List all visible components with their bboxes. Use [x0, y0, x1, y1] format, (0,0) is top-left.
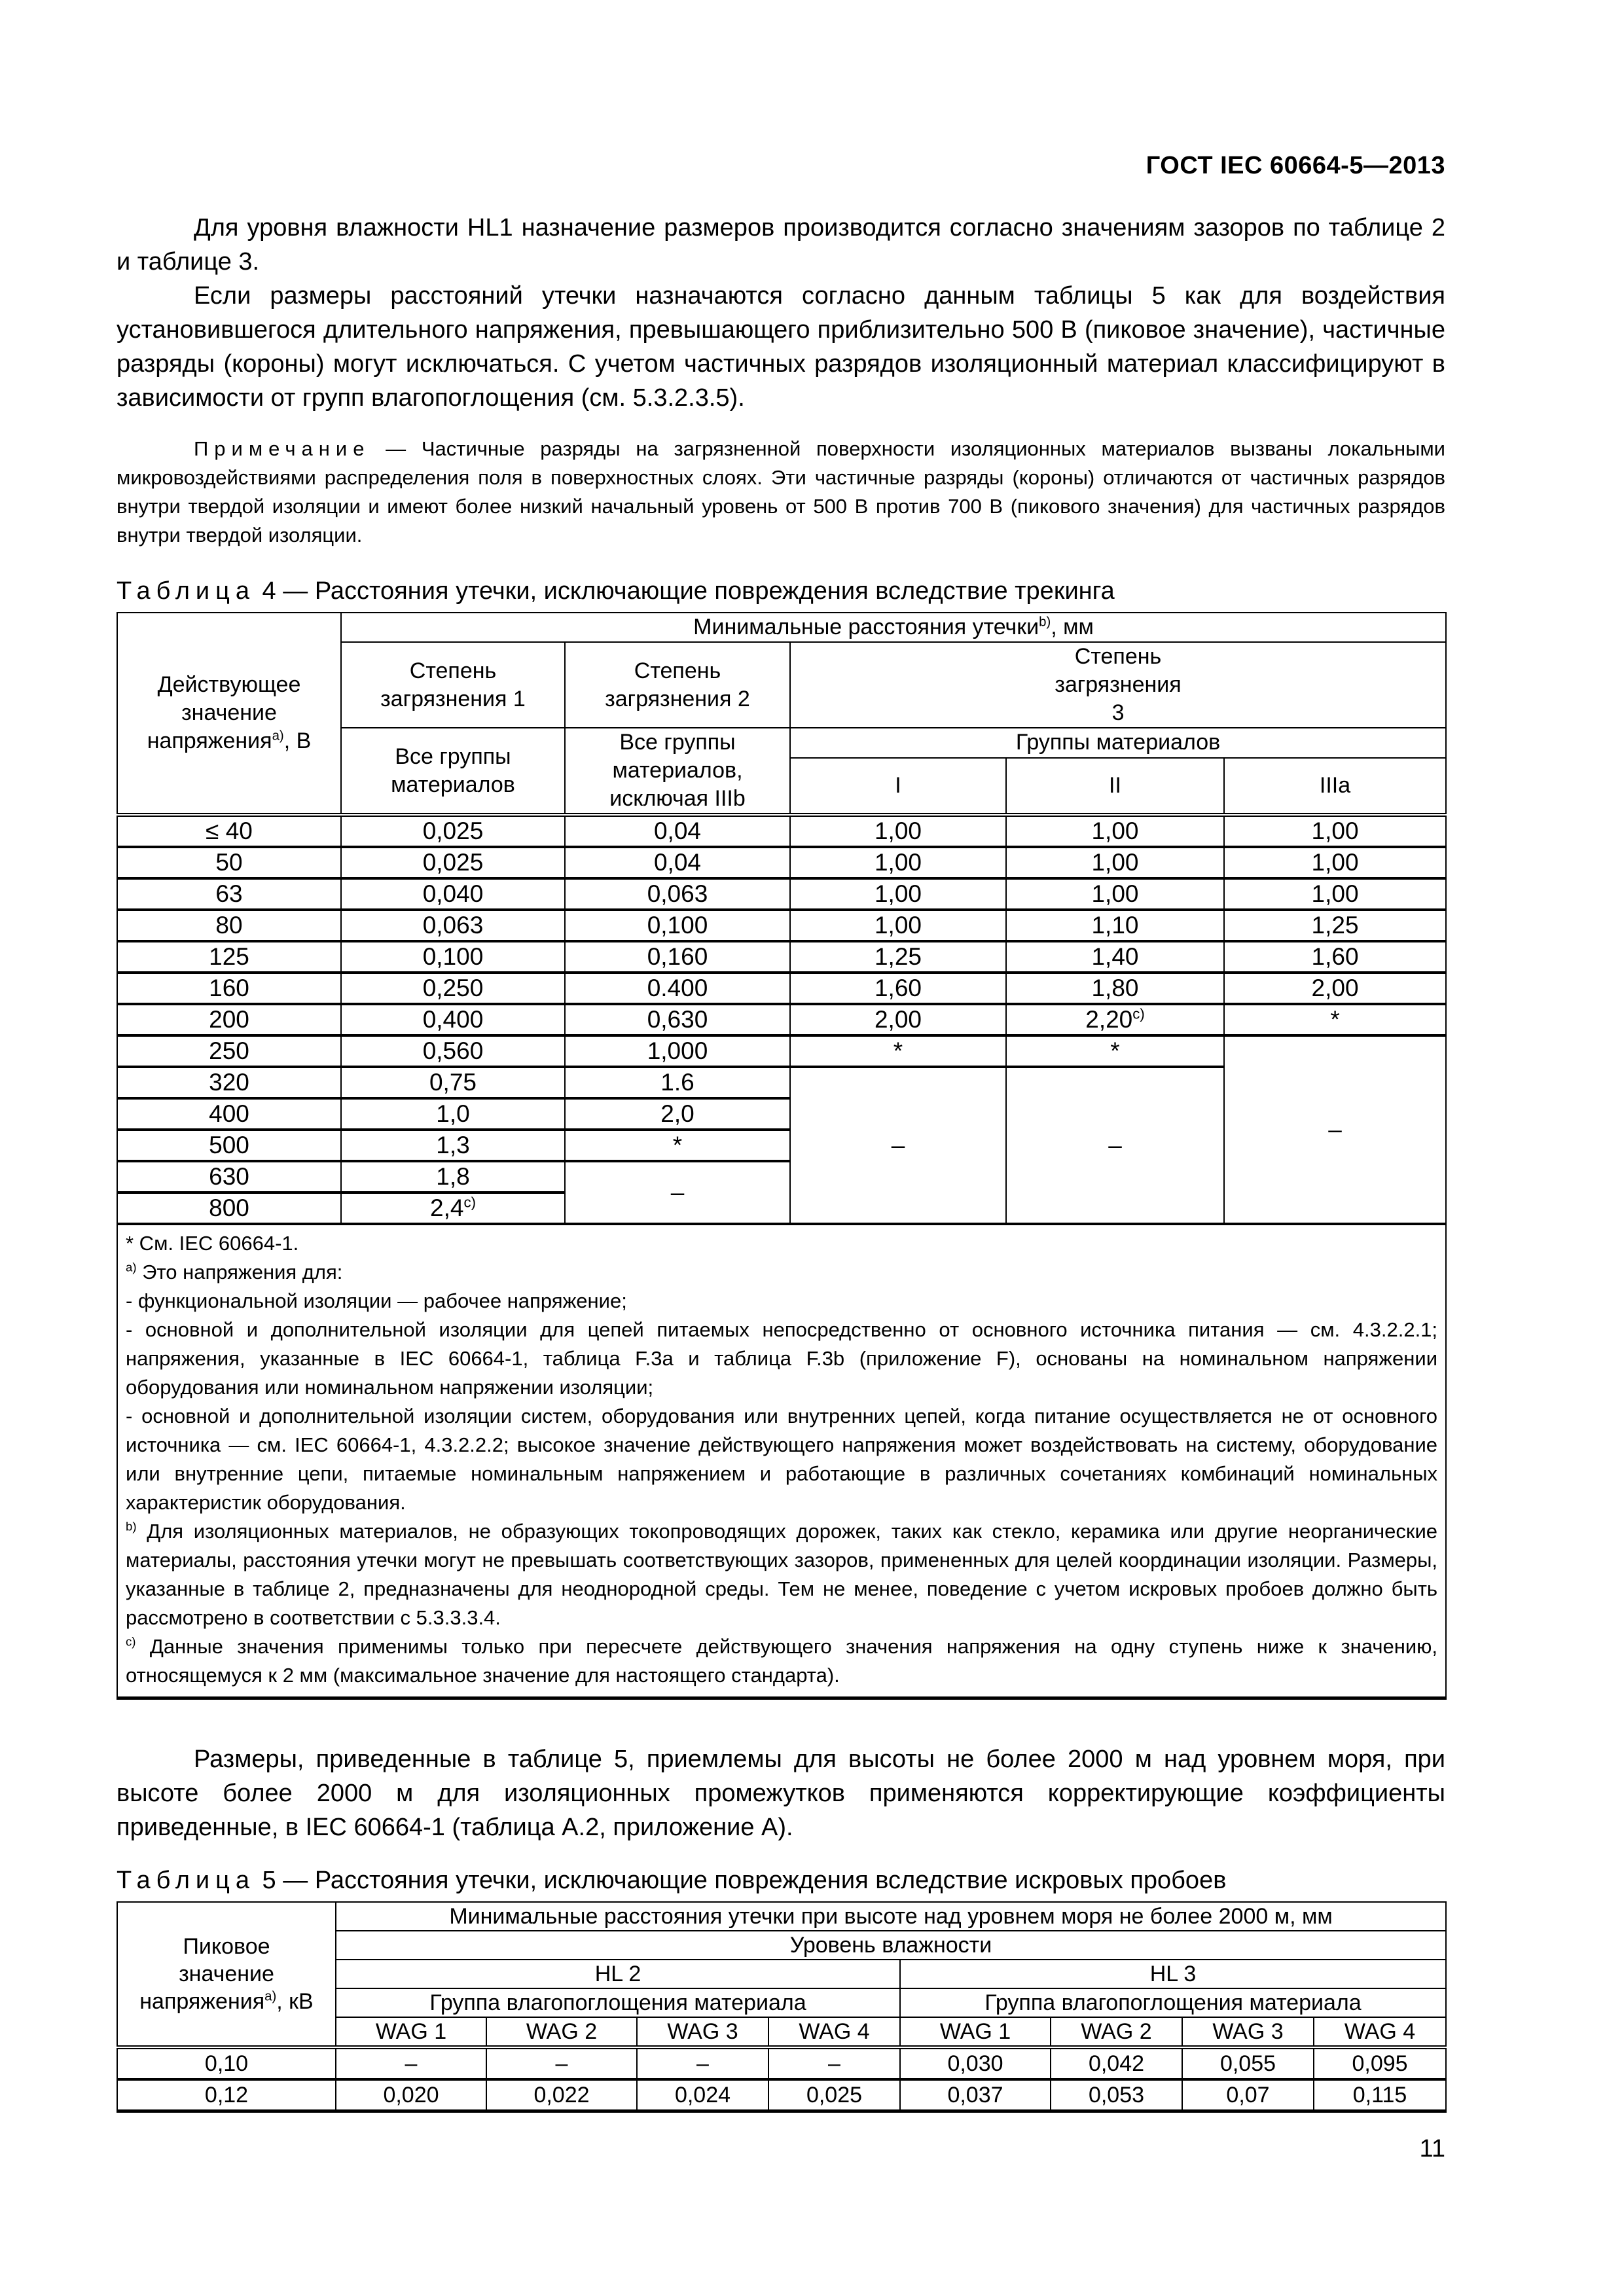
header-voltage: Действующее значение напряжения$^{a)}$, В — [117, 613, 341, 815]
caption-label: Таблица — [117, 577, 255, 605]
footnote-a: $^{a)}$ Это напряжения для: — [126, 1260, 343, 1283]
table4-footnotes — [117, 1224, 1446, 1698]
header-pd2-groups: Все группы материалов, исключая IIIb — [565, 728, 790, 815]
table-row: 400 1,0 2,0 — [117, 1098, 1446, 1130]
header-min-distance: Минимальные расстояния утечки$^{b)}$, мм — [341, 613, 1446, 642]
footnote-a-item: - основной и дополнительной изоляции систем, оборудования или внутренних цепей, когда питание осуществляется не от основного источника — см. IEC 60664-1, 4.3.2.2.2; высокое значение действующего напряжения может воздействовать на систему, оборудование или внутренние цепи, питаемые номинальным напряжением и работающие в различных сочетаниях комбинаций номинальных характеристик оборудования. — [126, 1405, 1438, 1514]
header-wag: WAG 2 — [1051, 2017, 1182, 2047]
header-wag-group-hl2: Группа влагопоглощения материала — [336, 1988, 900, 2017]
note-block — [117, 435, 1445, 550]
header-wag: WAG 3 — [637, 2017, 768, 2047]
header-group-I: I — [790, 758, 1006, 815]
table-row: 630 1,8 – — [117, 1161, 1446, 1193]
page-number: 11 — [1419, 2135, 1445, 2162]
table5-caption: Таблица 5 — Расстояния утечки, исключающие повреждения вследствие искровых пробоев — [117, 1867, 1227, 1894]
header-hl2: HL 2 — [336, 1960, 900, 1988]
caption-text: — Расстояния утечки, исключающие повреждения вследствие искровых пробоев — [276, 1867, 1227, 1894]
header-wag: WAG 4 — [768, 2017, 900, 2047]
header-pd1: Степень загрязнения 1 — [341, 642, 565, 728]
header-pd2: Степень загрязнения 2 — [565, 642, 790, 728]
table-row: 0,10 – – – – 0,030 0,042 0,055 0,095 — [117, 2047, 1446, 2079]
header-pd3: Степень загрязнения 3 — [790, 642, 1446, 728]
paragraph: Для уровня влажности HL1 назначение размеров производится согласно значениям зазоров по таблице 2 и таблице 3. — [117, 214, 1445, 276]
header-wag: WAG 1 — [900, 2017, 1051, 2047]
header-hl3: HL 3 — [900, 1960, 1446, 1988]
document-header: ГОСТ IEC 60664-5—2013 — [1146, 152, 1445, 179]
merged-dash-cell: – — [1224, 1035, 1446, 1224]
table-row: 500 1,3 * — [117, 1130, 1446, 1161]
header-humidity: Уровень влажности — [336, 1931, 1446, 1960]
table-row: 0,12 0,020 0,022 0,024 0,025 0,037 0,053 0,07 0,115 — [117, 2079, 1446, 2111]
merged-dash-cell: – — [1006, 1067, 1224, 1224]
table-row: 250 0,560 1,000 * * – — [117, 1035, 1446, 1067]
header-min-distance: Минимальные расстояния утечки при высоте над уровнем моря не более 2000 м, мм — [336, 1902, 1446, 1931]
caption-label: Таблица — [117, 1867, 255, 1894]
table-row: 160 0,250 0.400 1,60 1,80 2,00 — [117, 973, 1446, 1004]
header-pd1-groups: Все группы материалов — [341, 728, 565, 815]
table5 — [117, 1901, 1447, 2113]
table4 — [117, 612, 1447, 1700]
table-row: 200 0,400 0,630 2,00 2,20$^{c)}$ * — [117, 1004, 1446, 1035]
header-wag: WAG 1 — [336, 2017, 486, 2047]
table-row: 80 0,063 0,100 1,00 1,10 1,25 — [117, 910, 1446, 941]
merged-dash-cell: – — [565, 1161, 790, 1224]
table-row: ≤ 40 0,025 0,04 1,00 1,00 1,00 — [117, 815, 1446, 847]
header-wag: WAG 4 — [1314, 2017, 1446, 2047]
header-wag-group-hl3: Группа влагопоглощения материала — [900, 1988, 1446, 2017]
note-label: Примечание — [194, 437, 370, 460]
header-group-IIIa: IIIa — [1224, 758, 1446, 815]
middle-text — [117, 1742, 1445, 1844]
table-row: 50 0,025 0,04 1,00 1,00 1,00 — [117, 847, 1446, 878]
table-row: 800 2,4$^{c)}$ — [117, 1193, 1446, 1224]
table-row: 63 0,040 0,063 1,00 1,00 1,00 — [117, 878, 1446, 910]
footnote-a-item: - основной и дополнительной изоляции для цепей питаемых непосредственно от основного источника питания — см. 4.3.2.2.1; напряжения, указанные в IEC 60664-1, таблица F.3a и таблица F.3b (приложение F), основаны на номинальном напряжении оборудования или номинальном напряжении изоляции; — [126, 1318, 1438, 1399]
intro-text — [117, 211, 1445, 415]
footnote-c: $^{c)}$ Данные значения применимы только при пересчете действующего значения напряжения на одну ступень ниже к значению, относящемуся к 2 мм (максимальное значение для настоящего стандарта). — [126, 1634, 1438, 1687]
header-pd3-groups: Группы материалов — [790, 728, 1446, 758]
note-text: — Частичные разряды на загрязненной поверхности изоляционных материалов вызваны локальными микровоздействиями распределения поля в поверхностных слоях. Эти частичные разряды (короны) отличаются от частичных разрядов внутри твердой изоляции и имеют более низкий начальный уровень от 500 В против 700 В (пикового значения) для частичных разрядов внутри твердой изоляции. — [117, 437, 1445, 547]
footnote-a-item: - функциональной изоляции — рабочее напряжение; — [126, 1289, 627, 1312]
caption-text: — Расстояния утечки, исключающие повреждения вследствие трекинга — [276, 577, 1115, 605]
table4-caption: Таблица 4 — Расстояния утечки, исключающие повреждения вследствие трекинга — [117, 577, 1115, 605]
footnote-b: $^{b)}$ Для изоляционных материалов, не образующих токопроводящих дорожек, таких как стекло, керамика или другие неорганические материалы, расстояния утечки могут не превышать соответствующих зазоров, примененных для целей координации изоляции. Размеры, указанные в таблице 2, предназначены для неоднородной среды. Тем не менее, поведение с учетом искровых пробоев должно быть рассмотрено в соответствии с 5.3.3.3.4. — [126, 1519, 1438, 1629]
paragraph: Если размеры расстояний утечки назначаются согласно данным таблицы 5 как для воздействия установившегося длительного напряжения, превышающего приблизительно 500 В (пиковое значение), частичные разряды (короны) могут исключаться. С учетом частичных разрядов изоляционный материал классифицируют в зависимости от групп влагопоглощения (см. 5.3.2.3.5). — [117, 282, 1445, 412]
table-row: 125 0,100 0,160 1,25 1,40 1,60 — [117, 941, 1446, 973]
paragraph: Размеры, приведенные в таблице 5, приемлемы для высоты не более 2000 м над уровнем моря, при высоте более 2000 м для изоляционных промежутков применяются корректирующие коэффициенты приведенные, в IEC 60664-1 (таблица А.2, приложение А). — [117, 1746, 1445, 1841]
footnote-star: * См. IEC 60664-1. — [126, 1232, 299, 1255]
merged-dash-cell: – — [790, 1067, 1006, 1224]
header-voltage: Пиковое значение напряжения$^{a)}$, кВ — [117, 1902, 336, 2047]
header-wag: WAG 3 — [1182, 2017, 1314, 2047]
header-wag: WAG 2 — [486, 2017, 637, 2047]
table-row: 320 0,75 1.6 – – — [117, 1067, 1446, 1098]
header-group-II: II — [1006, 758, 1224, 815]
